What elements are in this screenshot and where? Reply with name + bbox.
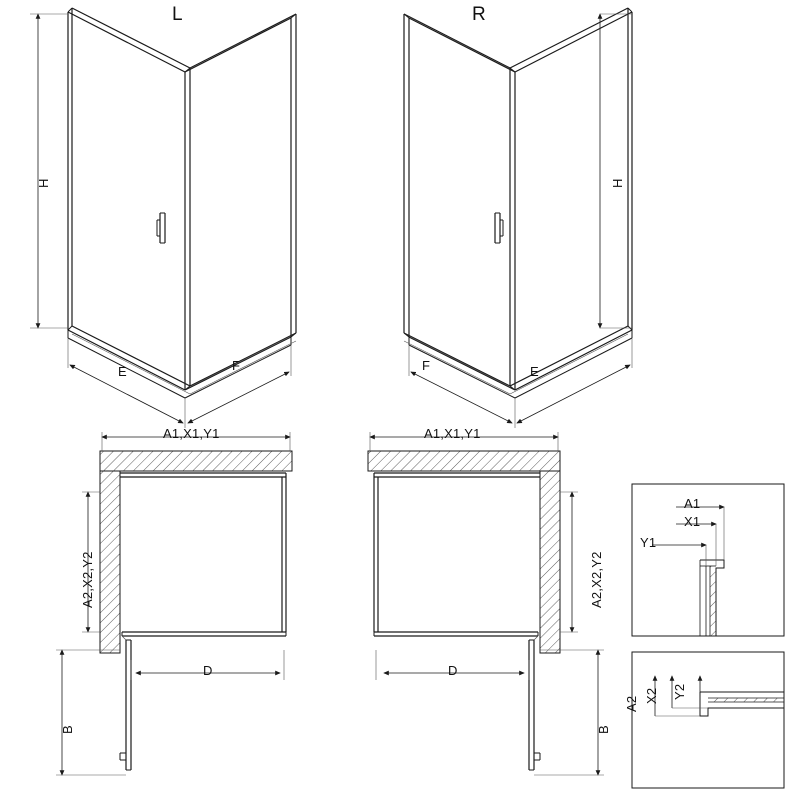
label-height-right: H xyxy=(610,178,625,188)
detail-top xyxy=(632,484,784,636)
label-iso-left-front: E xyxy=(118,364,127,379)
iso-view-left xyxy=(30,8,296,428)
detail-bottom xyxy=(632,652,784,788)
label-detail-x2: X2 xyxy=(644,687,659,704)
label-plan-right-swing: B xyxy=(596,725,611,734)
label-plan-left-door: D xyxy=(203,663,213,678)
label-detail-y1: Y1 xyxy=(640,535,657,550)
label-iso-left-side: F xyxy=(232,358,241,373)
iso-view-right xyxy=(404,8,632,428)
label-plan-right-top: A1,X1,Y1 xyxy=(424,426,481,441)
label-detail-x1: X1 xyxy=(684,514,701,529)
label-plan-left-swing: B xyxy=(60,725,75,734)
label-plan-left-side: A2,X2,Y2 xyxy=(80,551,95,608)
label-plan-right-door: D xyxy=(448,663,458,678)
label-detail-a2: A2 xyxy=(624,695,639,712)
label-plan-right-side: A2,X2,Y2 xyxy=(589,551,604,608)
label-detail-y2: Y2 xyxy=(672,683,687,700)
label-view-right: R xyxy=(472,4,486,25)
label-iso-right-front: F xyxy=(422,358,431,373)
label-plan-left-top: A1,X1,Y1 xyxy=(163,426,220,441)
label-iso-right-side: E xyxy=(530,364,539,379)
label-height-left: H xyxy=(36,178,51,188)
label-view-left: L xyxy=(172,4,183,25)
label-detail-a1: A1 xyxy=(684,496,701,511)
plan-view-right xyxy=(368,432,604,775)
